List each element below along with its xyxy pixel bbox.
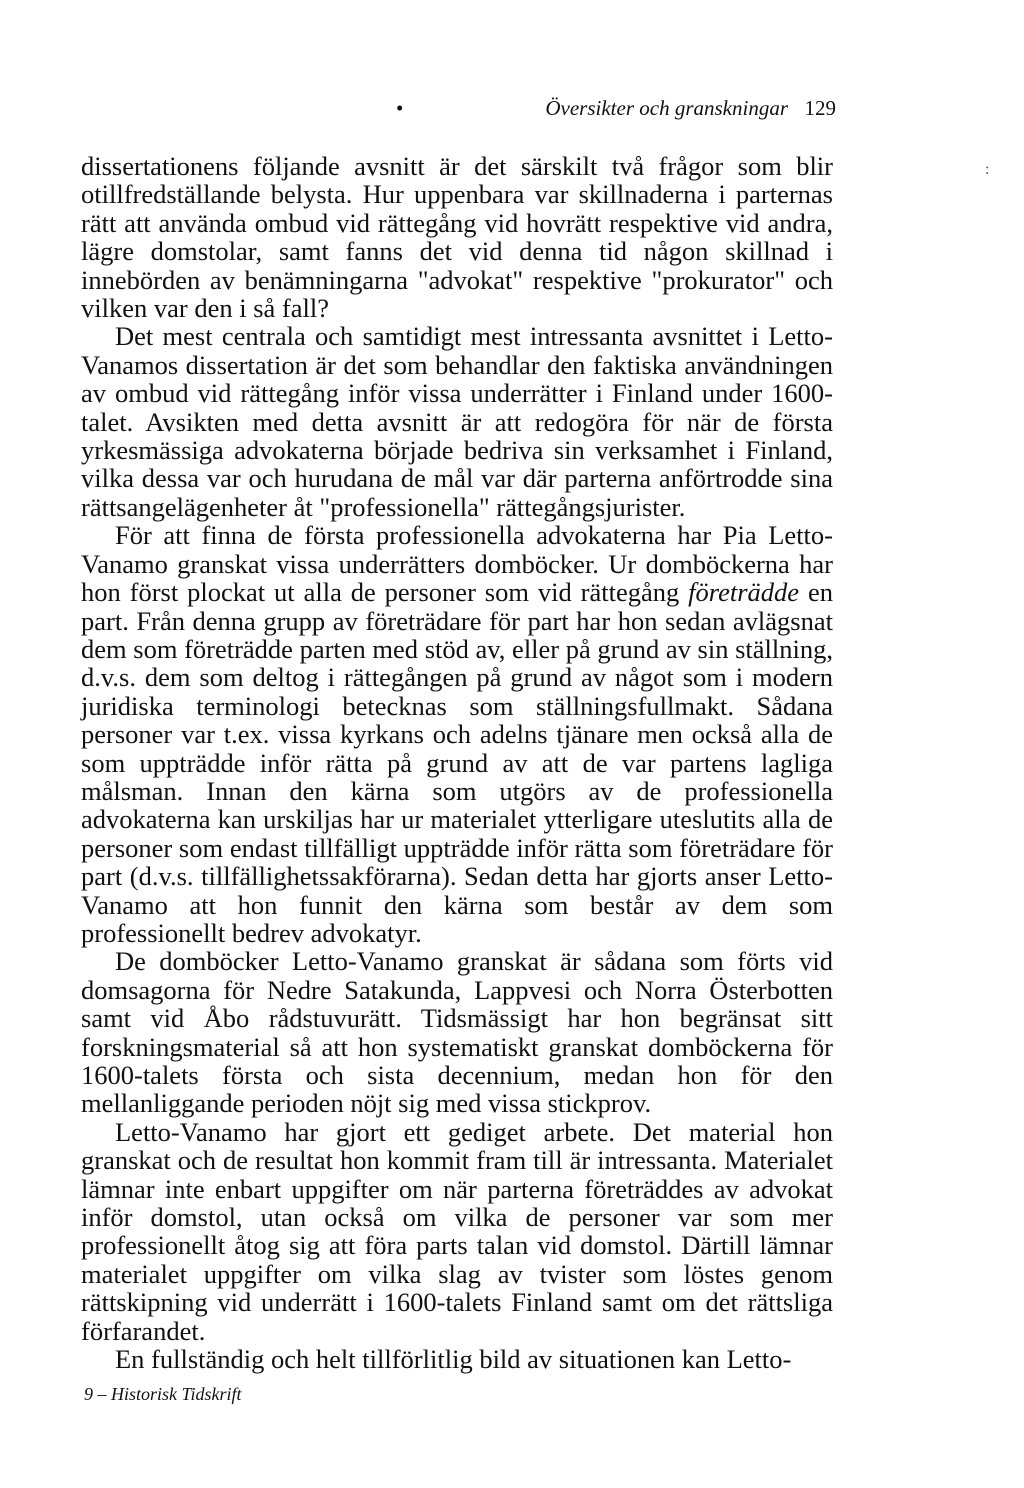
paragraph-1	[81, 152, 833, 322]
paragraph-5	[81, 1118, 833, 1345]
paragraph-text: De domböcker Letto-Vanamo granskat är sådana som förts vid domsagorna för Nedre Satakunda, Lappvesi och Norra Österbotten samt vid Åbo rådstuvurätt. Tidsmässigt har hon begränsat sitt forskningsmaterial så att hon systematiskt granskat domböckerna för 1600-talets första och sista decennium, medan hon för den mellanliggande perioden nöjt sig med vissa stickprov.	[81, 946, 833, 1119]
paragraph-text: Letto-Vanamo har gjort ett gediget arbete. Det material hon granskat och de resultat hon kommit fram till är intressanta. Materialet lämnar inte enbart uppgifter om när parterna företräddes av advokat inför domstol, utan också om vilka de personer var som mer professionellt åtog sig att föra parts talan vid domstol. Därtill lämnar materialet uppgifter om vilka slag av tvister som löstes genom rättskipning vid underrätt i 1600-talets Finland samt om det rättsliga förfarandet.	[81, 1116, 833, 1346]
italic-term: företrädde	[688, 577, 800, 608]
paragraph-text: För att finna de första professionella advokaterna har Pia Letto-Vanamo granskat vissa underrätters domböcker. Ur domböckerna har hon först plockat ut alla de personer som vid rättegång	[81, 520, 833, 608]
margin-mark: :	[985, 161, 990, 178]
paragraph-text: dissertationens följande avsnitt är det särskilt två frågor som blir otillfredställande belysta. Hur uppenbara var skillnaderna i parternas rätt att använda ombud vid rättegång vid hovrätt respektive vid andra, lägre domstolar, samt fanns det vid denna tid någon skillnad i innebörden av benämningarna "advokat" respektive "prokurator" och vilken var den i så fall?	[81, 151, 833, 324]
page-number: 129	[804, 96, 836, 120]
header-dot: •	[396, 96, 404, 120]
paragraph-3	[81, 521, 833, 947]
running-title: Översikter och granskningar	[545, 96, 788, 120]
paragraph-text: en part. Från denna grupp av företrädare för part har hon sedan avlägsnat dem som företrädde parten med stöd av, eller på grund av sin ställning, d.v.s. dem som deltog i rättegången på grund av något som i modern juridiska terminologi betecknas som ställningsfullmakt. Sådana personer var t.ex. vissa kyrkans och adelns tjänare men också alla de som uppträdde inför rätta på grund av att de var partens lagliga målsman. Innan den kärna som utgörs av de professionella advokaterna kan urskiljas har ur materialet ytterligare uteslutits alla de personer som endast tillfälligt uppträdde inför rätta som företrädare för part (d.v.s. tillfällighetssakförarna). Sedan detta har gjorts anser Letto-Vanamo att hon funnit den kärna som består av dem som professionellt bedrev advokatyr.	[81, 577, 834, 948]
paragraph-text: En fullständig och helt tillförlitlig bild av situationen kan Letto-	[115, 1344, 792, 1375]
paragraph-6	[81, 1345, 833, 1373]
footer-signature: 9 – Historisk Tidskrift	[84, 1384, 242, 1404]
paragraph-text: Det mest centrala och samtidigt mest intressanta avsnittet i Letto-Vanamos dissertation är det som behandlar den faktiska användningen av ombud vid rättegång inför vissa underrätter i Finland under 1600-talet. Avsikten med detta avsnitt är att redogöra för när de första yrkesmässiga advokaterna började bedriva sin verksamhet i Finland, vilka dessa var och hurudana de mål var där parterna anförtrodde sina rättsangelägenheter åt "professionella" rättegångsjurister.	[81, 321, 833, 522]
paragraph-2	[81, 322, 833, 521]
running-head	[396, 93, 836, 123]
paragraph-4	[81, 947, 833, 1117]
body-text	[81, 152, 833, 1373]
